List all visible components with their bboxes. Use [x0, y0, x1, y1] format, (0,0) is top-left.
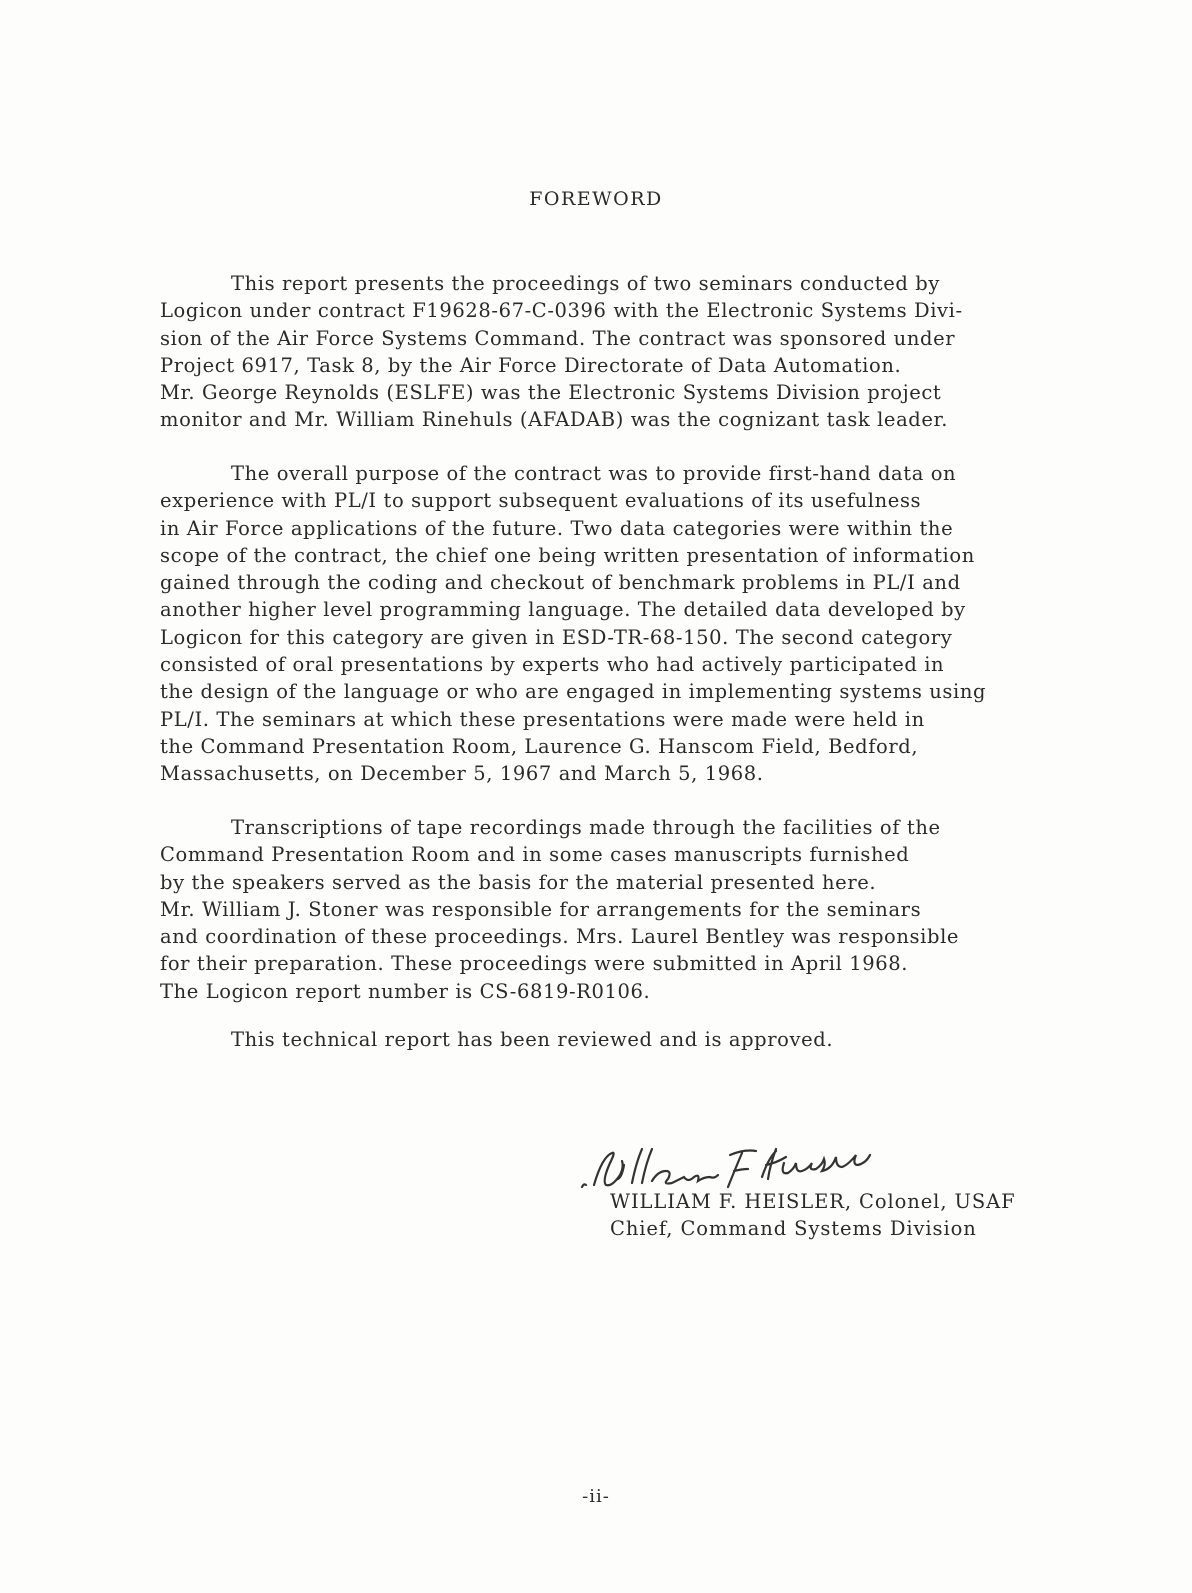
text-line: the Command Presentation Room, Laurence G. Hanscom Field, Bedford, — [160, 734, 919, 758]
signatory-name: WILLIAM F. HEISLER, Colonel, USAF — [610, 1190, 1016, 1213]
text-line: Mr. William J. Stoner was responsible for arrangements for the seminars — [160, 897, 922, 921]
text-line: The Logicon report number is CS-6819-R0106. — [160, 979, 651, 1003]
text-line: consisted of oral presentations by experts who had actively participated in — [160, 653, 945, 677]
text-line: experience with PL/I to support subsequent evaluations of its usefulness — [160, 489, 922, 513]
handwritten-signature — [580, 1135, 940, 1197]
text-line: another higher level programming language. The detailed data developed by — [160, 598, 966, 622]
text-line: gained through the coding and checkout of benchmark problems in PL/I and — [160, 571, 961, 595]
text-line: and coordination of these proceedings. Mrs. Laurel Bentley was responsible — [160, 925, 960, 949]
page-number: -ii- — [582, 1486, 610, 1507]
text-line: This report presents the proceedings of two seminars conducted by — [231, 272, 940, 295]
signature-block — [580, 1135, 1100, 1255]
text-line: scope of the contract, the chief one being written presentation of information — [160, 543, 975, 567]
text-line: Project 6917, Task 8, by the Air Force Directorate of Data Automation. — [160, 353, 902, 377]
text-line: the design of the language or who are engaged in implementing systems using — [160, 680, 987, 704]
paragraph-1 — [160, 270, 1095, 434]
text-line: sion of the Air Force Systems Command. The contract was sponsored under — [160, 326, 956, 350]
paragraph-2 — [160, 460, 1095, 788]
text-line: monitor and Mr. William Rinehuls (AFADAB) was the cognizant task leader. — [160, 408, 949, 432]
text-line: in Air Force applications of the future. Two data categories were within the — [160, 516, 954, 540]
text-line: Logicon for this category are given in ESD-TR-68-150. The second category — [160, 625, 953, 649]
paragraph-4 — [160, 1026, 1095, 1053]
text-line: Logicon under contract F19628-67-C-0396 with the Electronic Systems Divi- — [160, 299, 963, 323]
signatory-title: Chief, Command Systems Division — [610, 1217, 977, 1240]
text-line: Transcriptions of tape recordings made through the facilities of the — [231, 816, 941, 839]
paragraph-3 — [160, 814, 1095, 1005]
text-line: by the speakers served as the basis for the material presented here. — [160, 870, 877, 894]
text-line: Mr. George Reynolds (ESLFE) was the Electronic Systems Division project — [160, 381, 942, 405]
text-line: Command Presentation Room and in some cases manuscripts furnished — [160, 843, 910, 867]
text-line: The overall purpose of the contract was to provide first-hand data on — [231, 462, 957, 485]
text-line: for their preparation. These proceedings were submitted in April 1968. — [160, 952, 909, 976]
text-line: PL/I. The seminars at which these presentations were made were held in — [160, 707, 925, 731]
page-title: FOREWORD — [529, 188, 663, 210]
text-line: This technical report has been reviewed and is approved. — [231, 1028, 834, 1051]
text-line: Massachusetts, on December 5, 1967 and March 5, 1968. — [160, 762, 764, 786]
